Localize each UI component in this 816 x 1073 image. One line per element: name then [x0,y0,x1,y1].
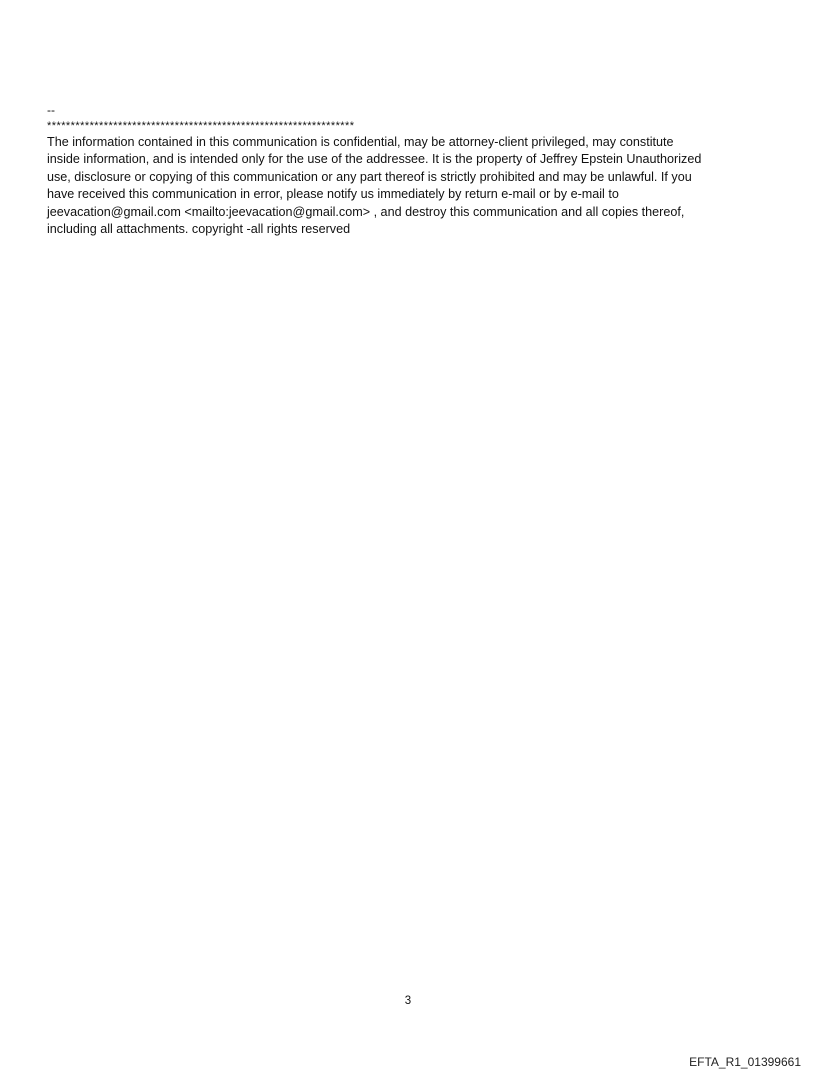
disclaimer-line: inside information, and is intended only for the use of the addressee. It is the property of Jeffrey Epstein Unauthorized [47,152,702,167]
asterisk-divider: ***************************************************************** [47,120,355,132]
signature-separator: -- [47,103,55,117]
confidentiality-disclaimer [47,134,777,238]
page-number: 3 [404,995,412,1007]
disclaimer-line: use, disclosure or copying of this communication or any part thereof is strictly prohibited and may be unlawful. If you [47,169,692,184]
email-confidentiality-footer [47,102,777,238]
disclaimer-line: including all attachments. copyright -all rights reserved [47,222,351,237]
disclaimer-line: have received this communication in error, please notify us immediately by return e-mail or by e-mail to [47,187,619,202]
disclaimer-line: jeevacation@gmail.com <mailto:jeevacation@gmail.com> , and destroy this communication and all copies thereof, [47,204,685,219]
bates-number: EFTA_R1_01399661 [689,1055,801,1069]
disclaimer-line: The information contained in this communication is confidential, may be attorney-client privileged, may constitute [47,135,674,149]
